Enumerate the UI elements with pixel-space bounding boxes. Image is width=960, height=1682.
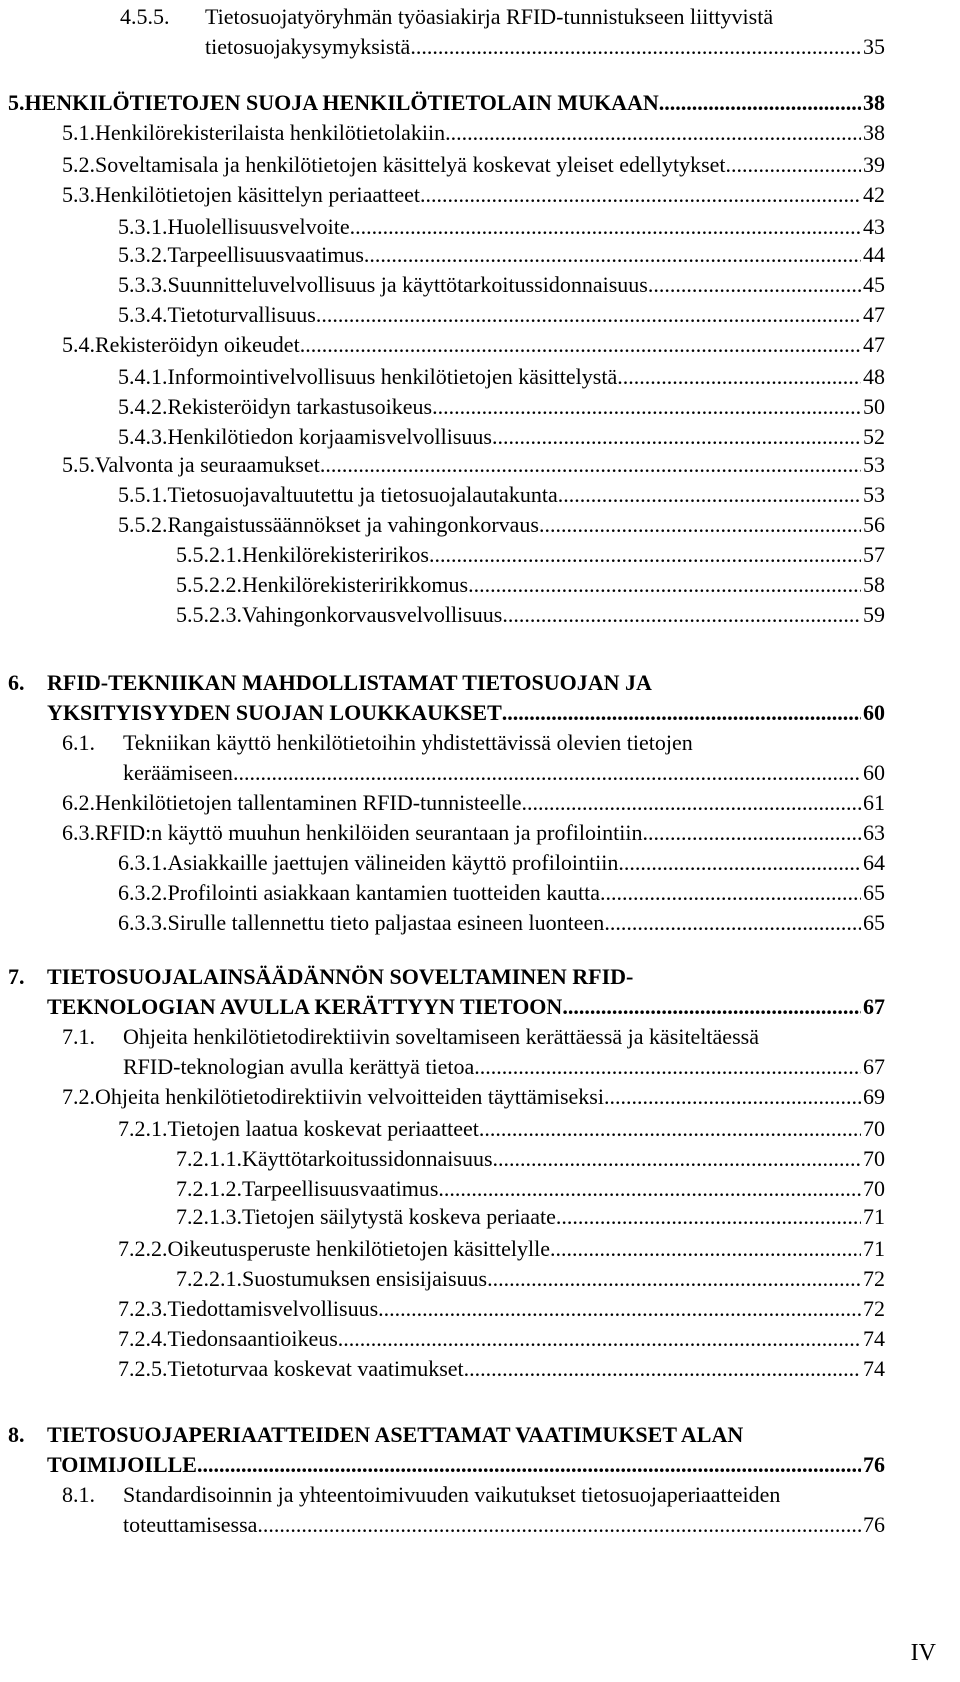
toc-entry-page: 48 — [863, 364, 885, 389]
toc-entry-page: 64 — [863, 850, 885, 875]
dot-leader — [502, 698, 861, 728]
dot-leader — [257, 1510, 861, 1540]
toc-entry[interactable] — [118, 362, 885, 392]
toc-entry[interactable] — [118, 908, 885, 938]
toc-entry-title-continued: TOIMIJOILLE — [47, 1452, 197, 1477]
toc-entry[interactable] — [176, 1174, 885, 1204]
toc-entry-number: 7.2.2. — [118, 1236, 168, 1261]
toc-entry-page: 74 — [863, 1326, 885, 1351]
toc-entry-title: Tietojen säilytystä koskeva periaate — [242, 1204, 556, 1229]
toc-entry-page: 65 — [863, 880, 885, 905]
toc-entry[interactable] — [62, 1480, 885, 1540]
toc-entry-title: Rangaistussäännökset ja vahingonkorvaus — [167, 512, 539, 537]
dot-leader — [600, 878, 861, 908]
toc-entry-title: Henkilötietojen käsittelyn periaatteet — [95, 182, 420, 207]
toc-entry-title: RFID:n käyttö muuhun henkilöiden seurantaan ja profilointiin — [95, 820, 643, 845]
toc-entry-title: Oikeutusperuste henkilötietojen käsittelylle — [167, 1236, 550, 1261]
toc-entry-title: Ohjeita henkilötietodirektiivin soveltamiseen kerättäessä ja käsiteltäessä — [123, 1024, 759, 1049]
toc-entry-number: 7.2.1.1. — [176, 1146, 242, 1171]
toc-entry-number: 5. — [8, 90, 25, 115]
dot-leader — [468, 570, 861, 600]
dot-leader — [320, 450, 861, 480]
toc-entry-title: Suunnitteluvelvollisuus ja käyttötarkoitussidonnaisuus — [167, 272, 648, 297]
toc-entry-page: 50 — [863, 394, 885, 419]
toc-entry[interactable] — [176, 540, 885, 570]
toc-entry-number: 5.3.4. — [118, 302, 168, 327]
toc-entry-page: 67 — [863, 1054, 885, 1079]
toc-entry-number: 8. — [8, 1422, 25, 1447]
toc-entry-title: Ohjeita henkilötietodirektiivin velvoitteiden täyttämiseksi — [95, 1084, 604, 1109]
dot-leader — [233, 758, 861, 788]
toc-entry-number: 7.2.5. — [118, 1356, 168, 1381]
dot-leader — [550, 1234, 861, 1264]
toc-entry-page: 72 — [863, 1266, 885, 1291]
dot-leader — [648, 270, 861, 300]
toc-entry-number: 7.2.2.1. — [176, 1266, 242, 1291]
toc-entry-number: 6.3. — [62, 820, 95, 845]
toc-entry-title: Tietoturvallisuus — [167, 302, 316, 327]
toc-entry[interactable] — [118, 1324, 885, 1354]
toc-entry-number: 5.2. — [62, 152, 95, 177]
dot-leader — [420, 180, 861, 210]
toc-entry-title-continued: YKSITYISYYDEN SUOJAN LOUKKAUKSET — [47, 700, 502, 725]
toc-entry-number: 5.5.1. — [118, 482, 168, 507]
toc-entry[interactable] — [176, 600, 885, 630]
toc-entry-number: 7.2.3. — [118, 1296, 168, 1321]
toc-entry-number: 5.5.2.2. — [176, 572, 242, 597]
toc-entry-title: Informointivelvollisuus henkilötietojen käsittelystä — [167, 364, 618, 389]
toc-entry-title: Profilointi asiakkaan kantamien tuotteiden kautta — [167, 880, 601, 905]
toc-entry-number: 7.2.1. — [118, 1116, 168, 1141]
dot-leader — [338, 1324, 861, 1354]
toc-entry[interactable] — [62, 788, 885, 818]
toc-entry-title: Käyttötarkoitussidonnaisuus — [242, 1146, 493, 1171]
toc-entry-page: 61 — [863, 790, 885, 815]
dot-leader — [474, 1052, 861, 1082]
toc-entry-number: 5.5.2. — [118, 512, 168, 537]
toc-entry-page: 42 — [863, 182, 885, 207]
toc-entry[interactable] — [62, 728, 885, 788]
toc-entry-number: 8.1. — [62, 1482, 95, 1507]
dot-leader — [604, 908, 861, 938]
toc-entry-page: 52 — [863, 424, 885, 449]
dot-leader — [364, 240, 861, 270]
toc-entry-number: 7.2.1.2. — [176, 1176, 242, 1201]
toc-entry-number: 6.1. — [62, 730, 95, 755]
toc-entry-number: 5.4.3. — [118, 424, 168, 449]
toc-entry[interactable] — [62, 180, 885, 210]
toc-entry-page: 53 — [863, 452, 885, 477]
toc-entry-title: Huolellisuusvelvoite — [167, 214, 350, 239]
dot-leader — [300, 330, 861, 360]
toc-entry[interactable] — [8, 668, 885, 728]
toc-entry[interactable] — [118, 212, 885, 242]
toc-entry-title: RFID-TEKNIIKAN MAHDOLLISTAMAT TIETOSUOJAN JA — [47, 670, 652, 695]
toc-entry-page: 72 — [863, 1296, 885, 1321]
dot-leader — [410, 32, 861, 62]
toc-entry[interactable] — [118, 510, 885, 540]
dot-leader — [445, 118, 861, 148]
toc-entry[interactable] — [62, 118, 885, 148]
dot-leader — [493, 1144, 861, 1174]
toc-entry-number: 5.4.2. — [118, 394, 168, 419]
toc-entry-title-continued: TEKNOLOGIAN AVULLA KERÄTTYYN TIETOON — [47, 994, 563, 1019]
toc-entry-page: 47 — [863, 302, 885, 327]
dot-leader — [604, 1082, 861, 1112]
toc-entry-page: 65 — [863, 910, 885, 935]
toc-entry-title: Vahingonkorvausvelvollisuus — [242, 602, 503, 627]
toc-entry-page: 76 — [863, 1512, 885, 1537]
toc-entry-page: 57 — [863, 542, 885, 567]
toc-entry-number: 5.4.1. — [118, 364, 168, 389]
toc-entry-number: 7.2.4. — [118, 1326, 168, 1351]
dot-leader — [487, 1264, 861, 1294]
toc-entry-title: Rekisteröidyn tarkastusoikeus — [167, 394, 433, 419]
toc-entry-page: 58 — [863, 572, 885, 597]
dot-leader — [521, 788, 861, 818]
toc-entry-page: 44 — [863, 242, 885, 267]
toc-entry-title: Henkilörekisteririkos — [242, 542, 429, 567]
toc-entry[interactable] — [118, 878, 885, 908]
toc-entry[interactable] — [118, 848, 885, 878]
toc-entry-number: 7. — [8, 964, 25, 989]
toc-entry-page: 71 — [863, 1236, 885, 1261]
toc-entry-page: 70 — [863, 1116, 885, 1141]
toc-entry[interactable] — [176, 1202, 885, 1232]
toc-entry-page: 71 — [863, 1204, 885, 1229]
toc-entry-number: 6.2. — [62, 790, 95, 815]
toc-entry[interactable] — [62, 150, 885, 180]
toc-entry-title: Asiakkaille jaettujen välineiden käyttö profilointiin — [167, 850, 619, 875]
toc-entry-title: Tarpeellisuusvaatimus — [167, 242, 364, 267]
toc-entry-number: 4.5.5. — [120, 4, 170, 29]
toc-entry[interactable] — [8, 962, 885, 1022]
toc-entry[interactable] — [62, 818, 885, 848]
toc-entry-page: 56 — [863, 512, 885, 537]
toc-entry-title: Tietojen laatua koskevat periaatteet — [167, 1116, 479, 1141]
toc-entry-title-continued: keräämiseen — [123, 760, 233, 785]
toc-entry-page: 38 — [863, 120, 885, 145]
dot-leader — [438, 1174, 861, 1204]
toc-entry-page: 63 — [863, 820, 885, 845]
toc-entry[interactable] — [62, 1082, 885, 1112]
dot-leader — [378, 1294, 861, 1324]
toc-entry-title: Henkilötietojen tallentaminen RFID-tunnisteelle — [95, 790, 522, 815]
toc-entry-number: 5.1. — [62, 120, 95, 145]
toc-entry-number: 5.3.1. — [118, 214, 168, 239]
dot-leader — [642, 818, 861, 848]
toc-entry-title-continued: tietosuojakysymyksistä — [205, 34, 411, 59]
toc-entry-title: Tietosuojatyöryhmän työasiakirja RFID-tunnistukseen liittyvistä — [205, 4, 774, 29]
toc-entry-title: TIETOSUOJAPERIAATTEIDEN ASETTAMAT VAATIMUKSET ALAN — [47, 1422, 744, 1447]
toc-entry-number: 6. — [8, 670, 25, 695]
toc-entry[interactable] — [118, 1114, 885, 1144]
toc-entry-title: TIETOSUOJALAINSÄÄDÄNNÖN SOVELTAMINEN RFID- — [47, 964, 634, 989]
toc-entry-page: 35 — [863, 34, 885, 59]
toc-entry-number: 5.4. — [62, 332, 95, 357]
toc-entry[interactable] — [62, 450, 885, 480]
toc-entry-page: 38 — [863, 90, 885, 115]
toc-entry-title: Tiedonsaantioikeus — [167, 1326, 338, 1351]
toc-entry[interactable] — [118, 1294, 885, 1324]
dot-leader — [562, 992, 861, 1022]
dot-leader — [502, 600, 861, 630]
toc-entry-page: 60 — [863, 700, 885, 725]
toc-entry-title: Standardisoinnin ja yhteentoimivuuden vaikutukset tietosuojaperiaatteiden — [123, 1482, 781, 1507]
toc-entry-title: Henkilötiedon korjaamisvelvollisuus — [167, 424, 492, 449]
toc-entry-page: 70 — [863, 1176, 885, 1201]
toc-entry-title-continued: RFID-teknologian avulla kerättyä tietoa — [123, 1054, 475, 1079]
toc-entry-title: Tiedottamisvelvollisuus — [167, 1296, 379, 1321]
toc-entry-number: 5.5. — [62, 452, 95, 477]
toc-entry[interactable] — [62, 330, 885, 360]
toc-entry-number: 6.3.3. — [118, 910, 168, 935]
toc-entry-page: 39 — [863, 152, 885, 177]
toc-entry-page: 53 — [863, 482, 885, 507]
toc-entry-number: 5.5.2.3. — [176, 602, 242, 627]
toc-entry[interactable] — [118, 1354, 885, 1384]
toc-entry[interactable] — [176, 570, 885, 600]
toc-entry[interactable] — [118, 392, 885, 422]
toc-entry[interactable] — [62, 1022, 885, 1082]
toc-entry[interactable] — [176, 1144, 885, 1174]
dot-leader — [350, 212, 861, 242]
toc-entry[interactable] — [118, 480, 885, 510]
toc-entry-title: Tarpeellisuusvaatimus — [242, 1176, 439, 1201]
dot-leader — [726, 150, 861, 180]
toc-entry-title: Tekniikan käyttö henkilötietoihin yhdistettävissä olevien tietojen — [123, 730, 693, 755]
dot-leader — [479, 1114, 861, 1144]
toc-entry-title: Henkilörekisteririkkomus — [242, 572, 469, 597]
toc-entry-number: 7.2.1.3. — [176, 1204, 242, 1229]
toc-entry-number: 5.3. — [62, 182, 95, 207]
toc-entry-title: Valvonta ja seuraamukset — [95, 452, 320, 477]
toc-entry-page: 70 — [863, 1146, 885, 1171]
toc-entry-title: Henkilörekisterilaista henkilötietolakiin — [95, 120, 446, 145]
toc-entry-number: 5.5.2.1. — [176, 542, 242, 567]
toc-entry-number: 5.3.3. — [118, 272, 168, 297]
toc-entry-title-continued: toteuttamisessa — [123, 1512, 258, 1537]
dot-leader — [659, 88, 861, 118]
toc-entry[interactable] — [118, 300, 885, 330]
dot-leader — [617, 362, 861, 392]
dot-leader — [197, 1450, 861, 1480]
toc-entry-page: 60 — [863, 760, 885, 785]
toc-entry-page: 43 — [863, 214, 885, 239]
toc-entry-page: 76 — [863, 1452, 885, 1477]
toc-entry-number: 5.3.2. — [118, 242, 168, 267]
dot-leader — [432, 392, 861, 422]
dot-leader — [558, 480, 861, 510]
dot-leader — [492, 422, 861, 452]
toc-entry-title: HENKILÖTIETOJEN SUOJA HENKILÖTIETOLAIN MUKAAN — [24, 90, 659, 115]
toc-entry-number: 7.2. — [62, 1084, 95, 1109]
dot-leader — [316, 300, 861, 330]
toc-entry-page: 47 — [863, 332, 885, 357]
toc-entry[interactable] — [120, 2, 885, 62]
toc-entry[interactable] — [176, 1264, 885, 1294]
toc-entry[interactable] — [118, 422, 885, 452]
toc-entry-title: Tietoturvaa koskevat vaatimukset — [167, 1356, 464, 1381]
dot-leader — [556, 1202, 861, 1232]
toc-entry-title: Sirulle tallennettu tieto paljastaa esineen luonteen — [167, 910, 605, 935]
page-number: IV — [910, 1640, 936, 1666]
toc-entry-page: 59 — [863, 602, 885, 627]
toc-entry[interactable] — [118, 1234, 885, 1264]
toc-entry-page: 74 — [863, 1356, 885, 1381]
toc-entry[interactable] — [118, 270, 885, 300]
toc-entry-number: 6.3.1. — [118, 850, 168, 875]
toc-entry-page: 69 — [863, 1084, 885, 1109]
dot-leader — [618, 848, 861, 878]
toc-entry-title: Soveltamisala ja henkilötietojen käsittelyä koskevat yleiset edellytykset — [95, 152, 726, 177]
toc-entry-title: Rekisteröidyn oikeudet — [95, 332, 300, 357]
toc-entry[interactable] — [8, 1420, 885, 1480]
toc-entry-title: Suostumuksen ensisijaisuus — [242, 1266, 488, 1291]
toc-entry-page: 67 — [863, 994, 885, 1019]
dot-leader — [464, 1354, 861, 1384]
toc-entry[interactable] — [118, 240, 885, 270]
toc-entry[interactable] — [8, 88, 885, 118]
dot-leader — [429, 540, 861, 570]
toc-entry-number: 6.3.2. — [118, 880, 168, 905]
dot-leader — [539, 510, 861, 540]
toc-entry-title: Tietosuojavaltuutettu ja tietosuojalautakunta — [167, 482, 558, 507]
toc-entry-page: 45 — [863, 272, 885, 297]
toc-entry-number: 7.1. — [62, 1024, 95, 1049]
